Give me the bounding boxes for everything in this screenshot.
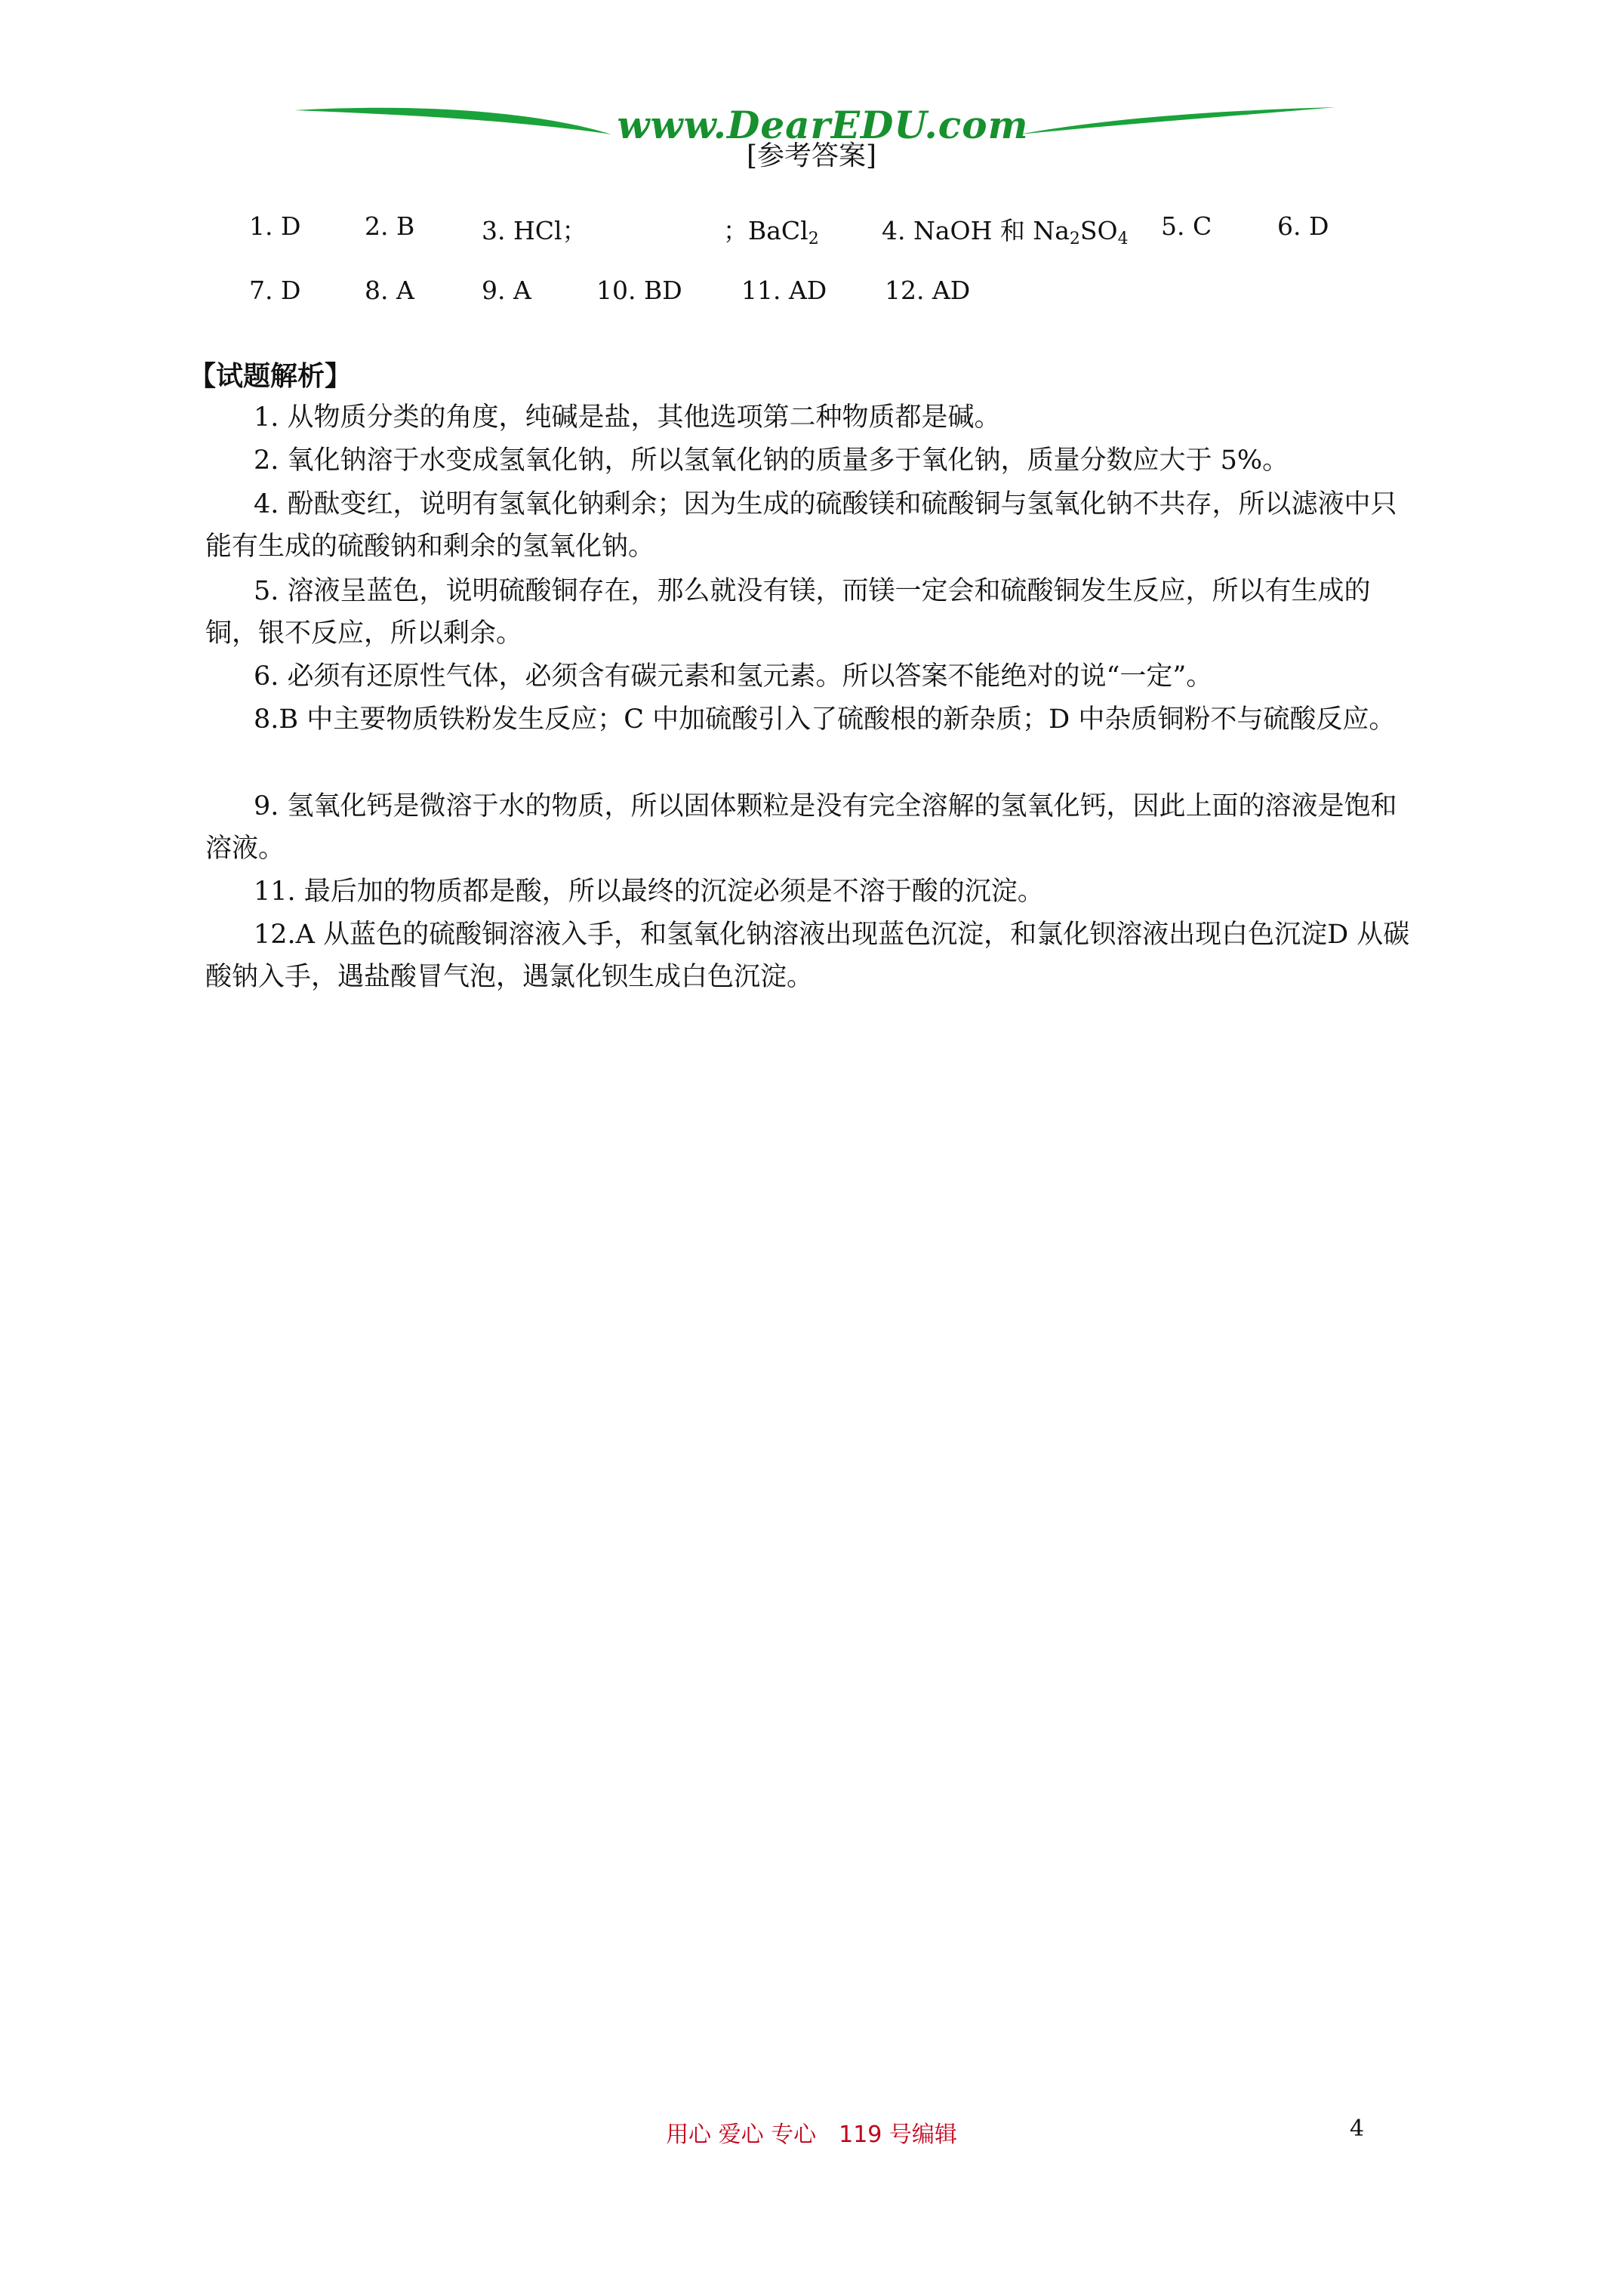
answer-title: [参考答案] — [746, 140, 877, 171]
answer-item: 3. HCl； — [482, 216, 587, 245]
answer-item: 8. A — [365, 276, 414, 305]
answer-item: ；BaCl$_2$ — [723, 216, 819, 248]
answer-item: 5. C — [1161, 211, 1212, 241]
answer-item: 12. AD — [885, 276, 971, 305]
answer-item: 6. D — [1277, 211, 1329, 241]
analysis-item: 1. 从物质分类的角度，纯碱是盐，其他选项第二种物质都是碱。 — [254, 402, 1001, 433]
answer-item: 9. A — [482, 276, 531, 305]
answer-item: 1. D — [249, 211, 301, 241]
answer-item: 7. D — [249, 276, 301, 305]
footer-text: 用心 爱心 专心 119 号编辑 — [666, 2122, 957, 2148]
answer-item: 2. B — [365, 211, 415, 241]
answer-item: 11. AD — [741, 276, 827, 305]
analysis-item: 12.A 从蓝色的硫酸铜溶液入手，和氢氧化钠溶液出现蓝色沉淀，和氯化钡溶液出现白色沉淀D 从碳酸钠入手，遇盐酸冒气泡，遇氯化钡生成白色沉淀。 — [205, 920, 1410, 992]
analysis-item: 2. 氧化钠溶于水变成氢氧化钠，所以氢氧化钠的质量多于氧化钠，质量分数应大于 5%。 — [254, 445, 1289, 476]
analysis-heading: 【试题解析】 — [189, 361, 353, 392]
site-logo[interactable]: www.DearEDU.com — [617, 103, 1029, 147]
analysis-item: 5. 溶液呈蓝色，说明硫酸铜存在，那么就没有镁，而镁一定会和硫酸铜发生反应，所以有生成的铜，银不反应，所以剩余。 — [205, 576, 1371, 649]
analysis-item: 9. 氢氧化钙是微溶于水的物质，所以固体颗粒是没有完全溶解的氢氧化钙，因此上面的溶液是饱和溶液。 — [205, 791, 1397, 864]
analysis-item: 8.B 中主要物质铁粉发生反应；C 中加硫酸引入了硫酸根的新杂质；D 中杂质铜粉不与硫酸反应。 — [254, 704, 1396, 735]
answer-item: 10. BD — [596, 276, 682, 305]
page-number: 4 — [1350, 2116, 1365, 2142]
answer-item: 4. NaOH 和 $Na_2SO_4$ — [882, 216, 1129, 248]
analysis-item: 4. 酚酞变红，说明有氢氧化钠剩余；因为生成的硫酸镁和硫酸铜与氢氧化钠不共存，所以滤液中只能有生成的硫酸钠和剩余的氢氧化钠。 — [205, 489, 1397, 562]
analysis-item: 11. 最后加的物质都是酸，所以最终的沉淀必须是不溶于酸的沉淀。 — [254, 877, 1044, 907]
analysis-item: 6. 必须有还原性气体，必须含有碳元素和氢元素。所以答案不能绝对的说“一定”。 — [254, 661, 1213, 692]
